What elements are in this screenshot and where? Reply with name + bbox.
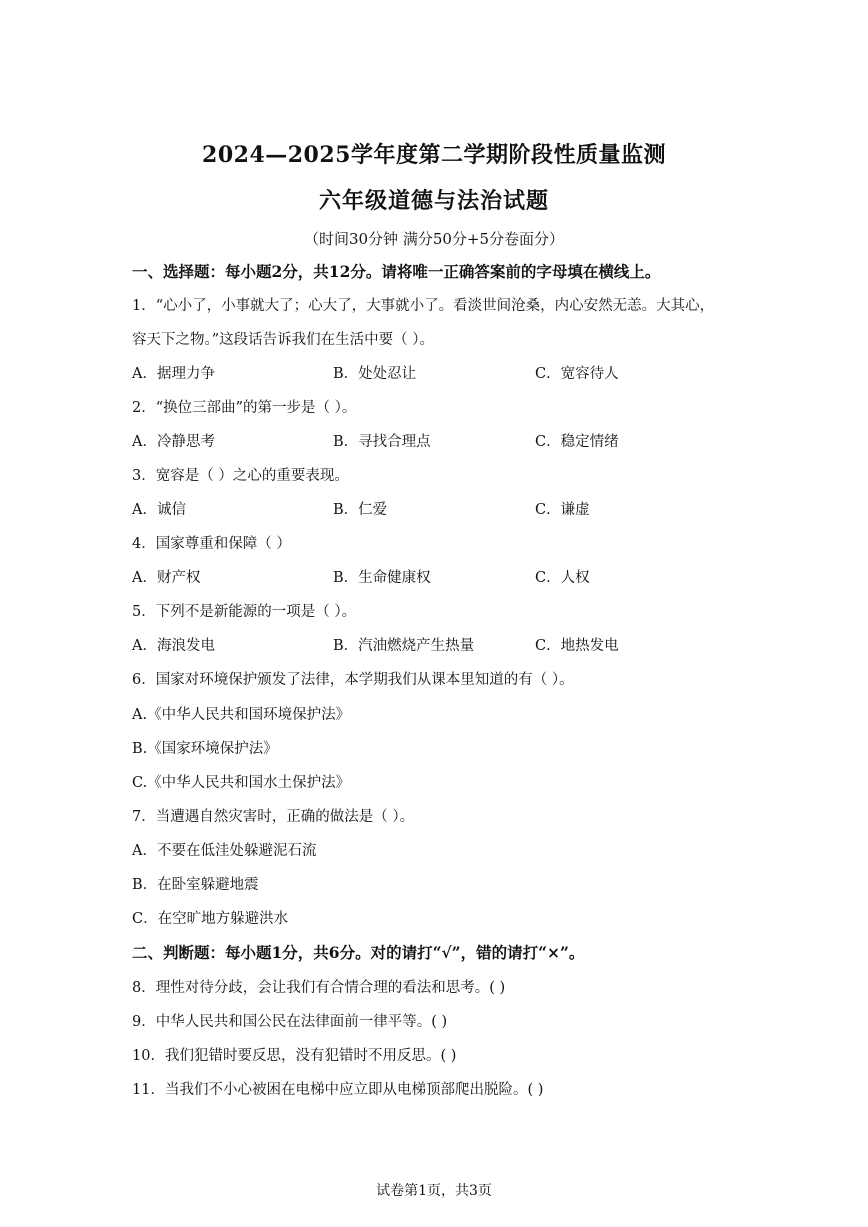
q2-option-a: A．冷静思考 <box>132 434 215 450</box>
exam-title: 2024—2025学年度第二学期阶段性质量监测 <box>202 142 666 168</box>
q3-option-a: A．诚信 <box>132 502 186 518</box>
q1-option-b: B．处处忍让 <box>333 366 417 382</box>
q5-option-a: A．海浪发电 <box>132 638 215 654</box>
q6-text: 6．国家对环境保护颁发了法律，本学期我们从课本里知道的有（ ）。 <box>132 672 574 688</box>
q2-text: 2．“换位三部曲”的第一步是（ ）。 <box>132 400 357 416</box>
q1-text-line2: 容天下之物。”这段话告诉我们在生活中要（ ）。 <box>132 332 435 348</box>
q4-option-a: A．财产权 <box>132 570 201 586</box>
q3-option-b: B．仁爱 <box>333 502 388 518</box>
q11-text: 11．当我们不小心被困在电梯中应立即从电梯顶部爬出脱险。( ) <box>132 1082 544 1098</box>
q8-text: 8．理性对待分歧，会让我们有合情合理的看法和思考。( ) <box>132 980 506 996</box>
q5-text: 5．下列不是新能源的一项是（ ）。 <box>132 604 357 620</box>
q5-options <box>132 634 772 656</box>
q1-option-c: C．宽容待人 <box>535 366 619 382</box>
q2-options <box>132 430 772 452</box>
section1-heading: 一、选择题：每小题2分，共12分。请将唯一正确答案前的字母填在横线上。 <box>132 262 661 281</box>
q10-text: 10．我们犯错时要反思，没有犯错时不用反思。( ) <box>132 1048 457 1064</box>
q1-option-a: A．据理力争 <box>132 366 215 382</box>
q6-option-c: C.《中华人民共和国水土保护法》 <box>132 775 351 791</box>
exam-subtitle: 六年级道德与法治试题 <box>318 188 549 214</box>
page-footer: 试卷第1页，共3页 <box>376 1183 492 1199</box>
q3-options <box>132 498 772 520</box>
q2-option-c: C．稳定情绪 <box>535 434 619 450</box>
q7-option-b: B．在卧室躲避地震 <box>132 877 259 893</box>
q5-option-c: C．地热发电 <box>535 638 619 654</box>
q4-options <box>132 566 772 588</box>
q2-option-b: B．寻找合理点 <box>333 434 431 450</box>
exam-info: （时间30分钟 满分50分+5分卷面分） <box>303 230 565 248</box>
q7-text: 7．当遭遇自然灾害时，正确的做法是（ ）。 <box>132 809 415 825</box>
q4-option-c: C．人权 <box>535 570 590 586</box>
q6-option-b: B.《国家环境保护法》 <box>132 741 278 757</box>
q9-text: 9．中华人民共和国公民在法律面前一律平等。( ) <box>132 1014 448 1030</box>
q3-text: 3．宽容是（ ）之心的重要表现。 <box>132 468 349 484</box>
q1-text-line1: 1．“心小了，小事就大了；心大了，大事就小了。看淡世间沧桑，内心安然无恙。大其心， <box>132 298 715 314</box>
q4-option-b: B．生命健康权 <box>333 570 431 586</box>
q1-options <box>132 362 772 384</box>
q5-option-b: B．汽油燃烧产生热量 <box>333 638 475 654</box>
q6-option-a: A.《中华人民共和国环境保护法》 <box>132 707 351 723</box>
section2-heading: 二、判断题：每小题1分，共6分。对的请打“√”，错的请打“×”。 <box>132 943 585 962</box>
q4-text: 4．国家尊重和保障（ ） <box>132 536 291 552</box>
q7-option-a: A．不要在低洼处躲避泥石流 <box>132 843 317 859</box>
q7-option-c: C．在空旷地方躲避洪水 <box>132 911 289 927</box>
q3-option-c: C．谦虚 <box>535 502 590 518</box>
